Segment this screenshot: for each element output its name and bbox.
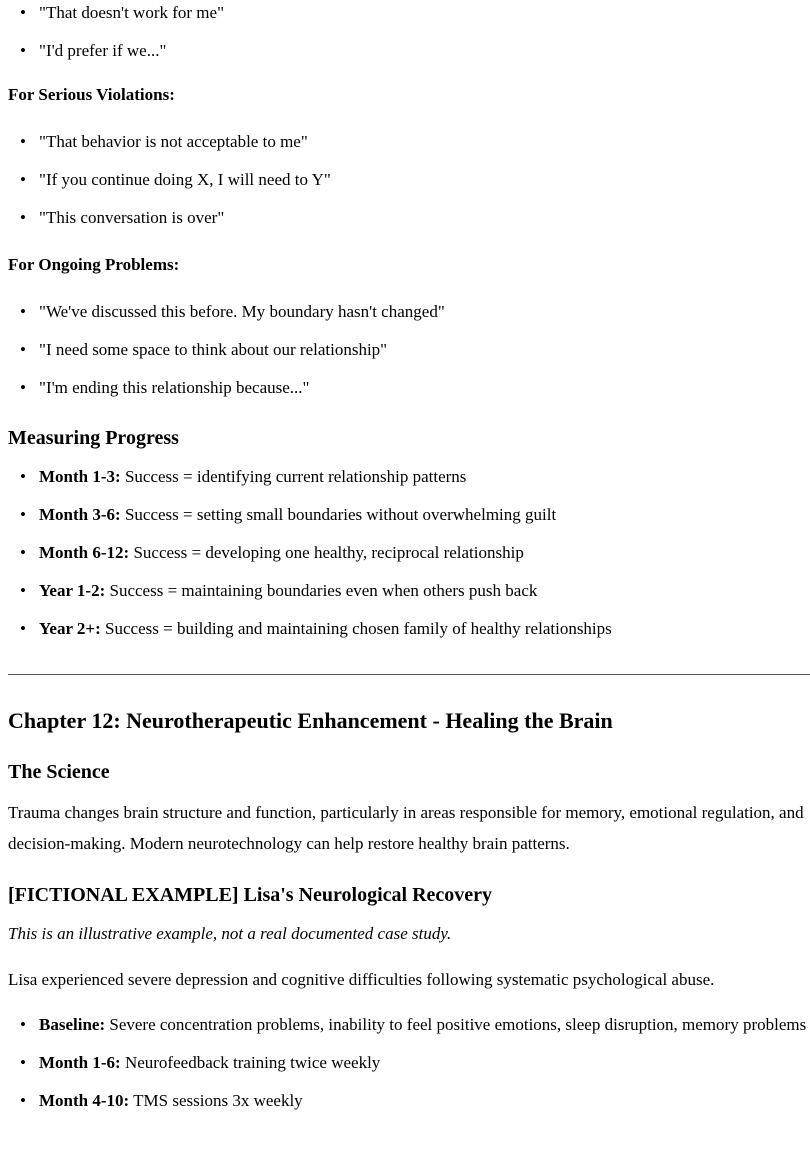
bullet-icon: • [20, 378, 26, 397]
example-intro-paragraph: Lisa experienced severe depression and cognitive difficulties following systematic psychological abuse. [8, 970, 715, 989]
serious-violations-heading: For Serious Violations: [8, 85, 175, 104]
list-item: • Month 3-6: Success = setting small boundaries without overwhelming guilt [39, 500, 810, 530]
ongoing-problems-heading: For Ongoing Problems: [8, 255, 180, 274]
bullet-icon: • [20, 1015, 26, 1034]
list-item: • "We've discussed this before. My boundary hasn't changed" [39, 297, 810, 327]
continued-phrase-list [8, 0, 810, 66]
science-paragraph: Trauma changes brain structure and function, particularly in areas responsible for memory, emotional regulation, and decision-making. Modern neurotechnology can help restore healthy brain patterns. [8, 803, 804, 853]
bullet-icon: • [20, 505, 26, 524]
ongoing-problems-list [8, 297, 810, 403]
list-item: • "If you continue doing X, I will need to Y" [39, 165, 810, 195]
example-heading: [FICTIONAL EXAMPLE] Lisa's Neurological Recovery [8, 884, 493, 906]
list-item: • Year 1-2: Success = maintaining boundaries even when others push back [39, 576, 810, 606]
list-item: • Month 4-10: TMS sessions 3x weekly [39, 1086, 810, 1116]
measuring-progress-heading: Measuring Progress [8, 427, 179, 449]
bullet-icon: • [20, 543, 26, 562]
chapter-title: Chapter 12: Neurotherapeutic Enhancement - Healing the Brain [8, 708, 613, 733]
list-item: • "I'd prefer if we..." [39, 36, 810, 66]
bullet-icon: • [20, 170, 26, 189]
list-item: • "That doesn't work for me" [39, 0, 810, 28]
list-item: • Month 1-3: Success = identifying current relationship patterns [39, 462, 810, 492]
document-body [8, 0, 810, 1110]
bullet-icon: • [20, 41, 26, 60]
chapter-section [8, 706, 810, 1116]
bullet-icon: • [20, 1053, 26, 1072]
list-item: • "I'm ending this relationship because..." [39, 373, 810, 403]
list-item: • Year 2+: Success = building and maintaining chosen family of healthy relationships [39, 614, 810, 644]
bullet-icon: • [20, 619, 26, 638]
serious-violations-list [8, 127, 810, 233]
list-item: • Month 1-6: Neurofeedback training twice weekly [39, 1048, 810, 1078]
bullet-icon: • [20, 302, 26, 321]
list-item: • "That behavior is not acceptable to me" [39, 127, 810, 157]
science-heading: The Science [8, 761, 110, 783]
bullet-icon: • [20, 208, 26, 227]
bullet-icon: • [20, 1091, 26, 1110]
bullet-icon: • [20, 467, 26, 486]
bullet-icon: • [20, 3, 26, 22]
section-divider [8, 674, 810, 675]
measuring-progress-list [8, 462, 810, 644]
list-item: • Baseline: Severe concentration problems, inability to feel positive emotions, sleep disruption, memory problems [39, 1010, 810, 1040]
list-item: • "This conversation is over" [39, 203, 810, 233]
bullet-icon: • [20, 132, 26, 151]
recovery-timeline-list [8, 1010, 810, 1116]
bullet-icon: • [20, 581, 26, 600]
bullet-icon: • [20, 340, 26, 359]
list-item: • "I need some space to think about our relationship" [39, 335, 810, 365]
list-item: • Month 6-12: Success = developing one healthy, reciprocal relationship [39, 538, 810, 568]
example-disclaimer: This is an illustrative example, not a real documented case study. [8, 924, 452, 943]
